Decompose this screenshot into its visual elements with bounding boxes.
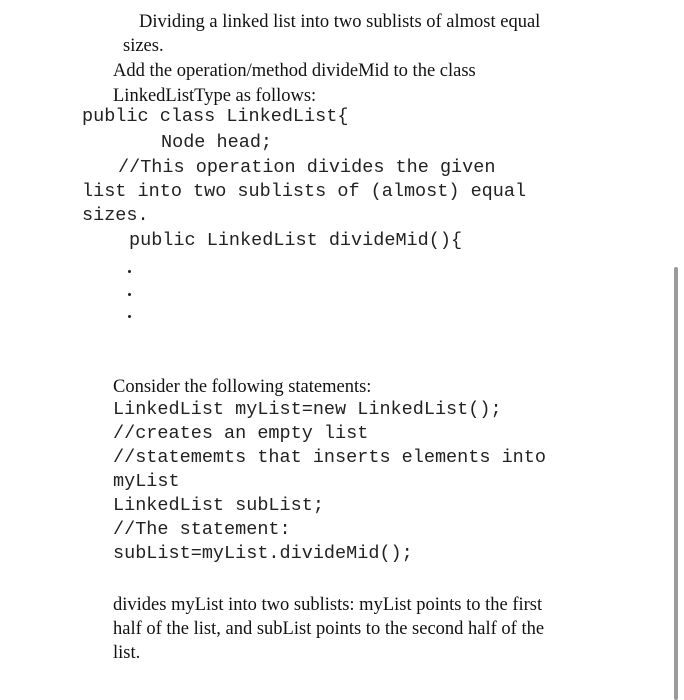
comment-line-3: sizes. bbox=[82, 205, 149, 226]
vertical-scrollbar[interactable] bbox=[674, 267, 678, 700]
ellipsis-dot bbox=[128, 293, 131, 296]
problem-title-line-1: Dividing a linked list into two sublists of almost equal bbox=[139, 12, 541, 32]
statement-line: LinkedList subList; bbox=[113, 495, 324, 516]
instruction-line-1: Add the operation/method divideMid to the class bbox=[113, 61, 476, 81]
ellipsis-dot bbox=[128, 315, 131, 318]
problem-title-line-2: sizes. bbox=[123, 36, 164, 56]
head-field: Node head; bbox=[161, 132, 273, 153]
explanation-line-3: list. bbox=[113, 643, 141, 663]
explanation-line-1: divides myList into two sublists: myList points to the first bbox=[113, 595, 543, 615]
statement-line: subList=myList.divideMid(); bbox=[113, 543, 413, 564]
class-declaration: public class LinkedList{ bbox=[82, 106, 349, 127]
comment-line-2: list into two sublists of (almost) equal bbox=[82, 181, 527, 202]
statements-heading: Consider the following statements: bbox=[113, 377, 372, 397]
ellipsis-dot bbox=[128, 270, 131, 273]
method-signature: public LinkedList divideMid(){ bbox=[129, 230, 463, 251]
instruction-line-2: LinkedListType as follows: bbox=[113, 86, 317, 106]
statement-line: //statememts that inserts elements into bbox=[113, 447, 546, 468]
comment-line-1: //This operation divides the given bbox=[118, 157, 496, 178]
statement-line: //creates an empty list bbox=[113, 423, 369, 444]
explanation-line-2: half of the list, and subList points to the second half of the bbox=[113, 619, 545, 639]
statement-line: myList bbox=[113, 471, 180, 492]
statement-line: //The statement: bbox=[113, 519, 291, 540]
statement-line: LinkedList myList=new LinkedList(); bbox=[113, 399, 502, 420]
